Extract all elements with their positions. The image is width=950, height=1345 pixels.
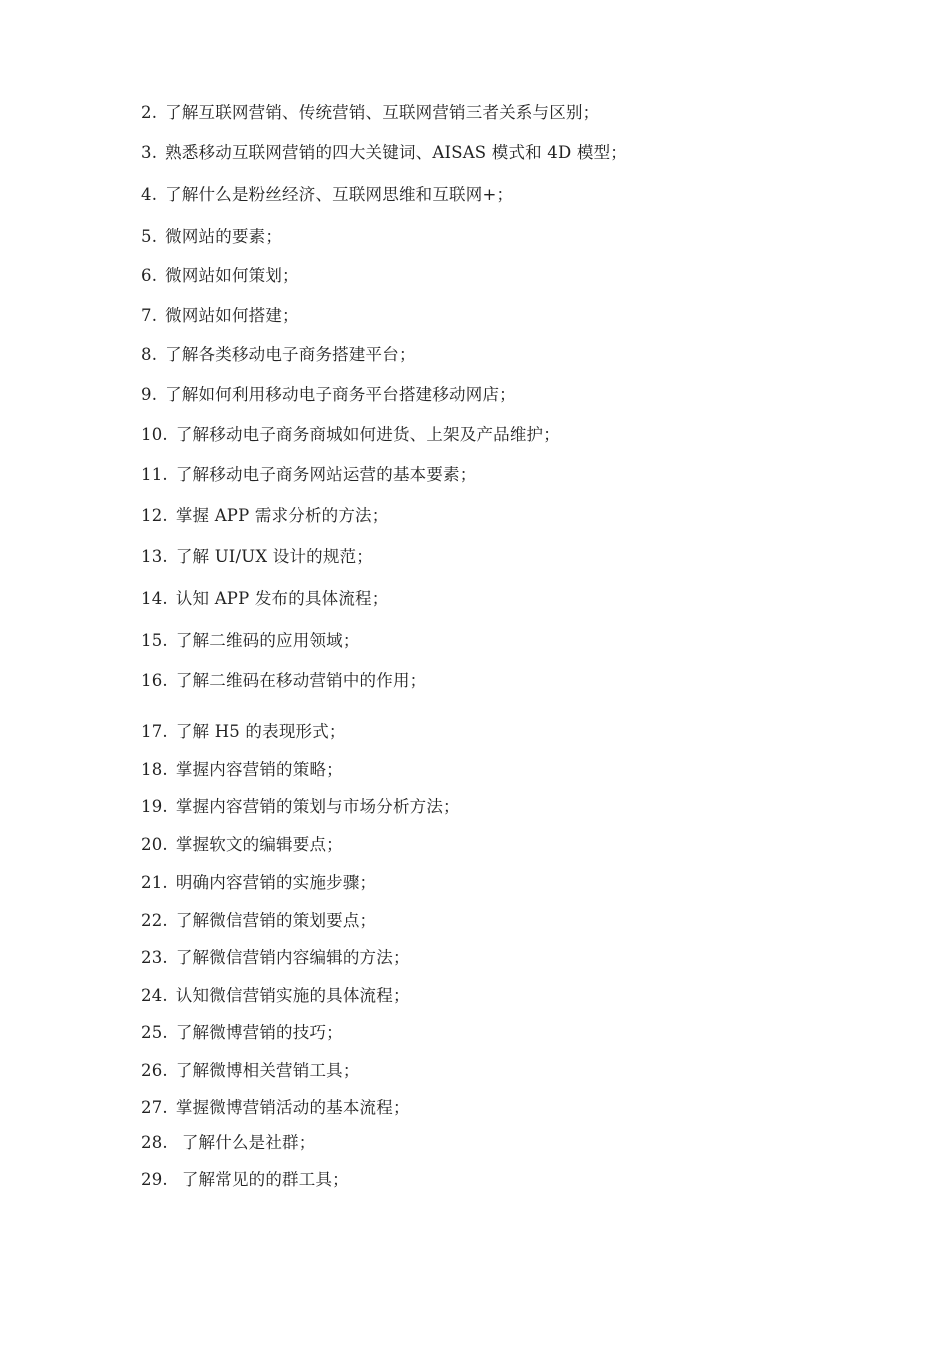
item-number: 14. — [141, 589, 168, 608]
item-text: 了解各类移动电子商务搭建平台； — [165, 345, 416, 364]
list-item — [141, 947, 410, 969]
item-text: 了解 H5 的表现形式； — [175, 722, 346, 741]
list-item — [141, 1022, 343, 1044]
item-number: 5. — [141, 227, 158, 246]
item-number: 29. — [141, 1170, 168, 1189]
list-item — [141, 464, 476, 486]
item-text: 认知 APP 发布的具体流程； — [175, 589, 389, 608]
item-text: 了解微信营销内容编辑的方法； — [175, 948, 410, 967]
item-number: 17. — [141, 722, 168, 741]
list-item — [141, 424, 560, 446]
list-item — [141, 985, 410, 1007]
list-item — [141, 1060, 360, 1082]
item-number: 28. — [141, 1133, 168, 1152]
list-item — [141, 344, 416, 366]
item-text: 明确内容营销的实施步骤； — [175, 873, 377, 892]
item-number: 10. — [141, 425, 168, 444]
item-number: 23. — [141, 948, 168, 967]
item-number: 4. — [141, 185, 158, 204]
item-text: 了解移动电子商务网站运营的基本要素； — [175, 465, 477, 484]
item-text: 熟悉移动互联网营销的四大关键词、AISAS 模式和 4D 模型； — [165, 143, 627, 162]
list-item — [141, 670, 426, 692]
item-number: 27. — [141, 1098, 168, 1117]
list-item — [141, 1097, 410, 1119]
list-item — [141, 1169, 349, 1191]
list-item — [141, 834, 343, 856]
item-text: 掌握 APP 需求分析的方法； — [175, 506, 389, 525]
list-item — [141, 910, 376, 932]
item-number: 8. — [141, 345, 158, 364]
list-item — [141, 102, 599, 124]
item-text: 掌握软文的编辑要点； — [175, 835, 343, 854]
item-number: 18. — [141, 760, 168, 779]
item-text: 了解什么是粉丝经济、互联网思维和互联网+； — [165, 185, 514, 204]
item-number: 11. — [141, 465, 168, 484]
list-item — [141, 184, 513, 206]
item-number: 6. — [141, 266, 158, 285]
list-item — [141, 1132, 315, 1154]
list-item — [141, 588, 388, 610]
item-text: 微网站如何策划； — [165, 266, 299, 285]
item-text: 了解微博营销的技巧； — [175, 1023, 343, 1042]
item-text: 了解微信营销的策划要点； — [175, 911, 377, 930]
item-number: 20. — [141, 835, 168, 854]
item-text: 了解如何利用移动电子商务平台搭建移动网店； — [165, 385, 516, 404]
item-text: 了解微博相关营销工具； — [175, 1061, 360, 1080]
item-text: 掌握内容营销的策略； — [175, 760, 343, 779]
item-text: 了解移动电子商务商城如何进货、上架及产品维护； — [175, 425, 560, 444]
item-number: 9. — [141, 385, 158, 404]
item-text: 了解二维码在移动营销中的作用； — [175, 671, 427, 690]
item-text: 了解什么是社群； — [181, 1133, 316, 1152]
item-text: 微网站如何搭建； — [165, 306, 299, 325]
list-item — [141, 759, 343, 781]
list-item — [141, 505, 388, 527]
list-item — [141, 226, 282, 248]
list-item — [141, 546, 373, 568]
item-number: 13. — [141, 547, 168, 566]
list-item — [141, 796, 460, 818]
list-item — [141, 142, 627, 164]
item-number: 24. — [141, 986, 168, 1005]
list-item — [141, 384, 516, 406]
item-number: 15. — [141, 631, 168, 650]
item-number: 16. — [141, 671, 168, 690]
item-number: 7. — [141, 306, 158, 325]
item-text: 掌握内容营销的策划与市场分析方法； — [175, 797, 460, 816]
item-text: 认知微信营销实施的具体流程； — [175, 986, 410, 1005]
item-number: 25. — [141, 1023, 168, 1042]
item-text: 了解互联网营销、传统营销、互联网营销三者关系与区别； — [165, 103, 600, 122]
item-text: 了解 UI/UX 设计的规范； — [175, 547, 373, 566]
item-text: 掌握微博营销活动的基本流程； — [175, 1098, 410, 1117]
list-item — [141, 305, 299, 327]
item-number: 3. — [141, 143, 158, 162]
item-number: 22. — [141, 911, 168, 930]
item-text: 微网站的要素； — [165, 227, 283, 246]
item-number: 21. — [141, 873, 168, 892]
list-item — [141, 265, 299, 287]
item-number: 19. — [141, 797, 168, 816]
list-item — [141, 872, 376, 894]
item-number: 2. — [141, 103, 158, 122]
list-item — [141, 630, 360, 652]
item-number: 12. — [141, 506, 168, 525]
item-text: 了解二维码的应用领域； — [175, 631, 360, 650]
item-number: 26. — [141, 1061, 168, 1080]
list-item — [141, 721, 346, 743]
item-text: 了解常见的的群工具； — [181, 1170, 349, 1189]
